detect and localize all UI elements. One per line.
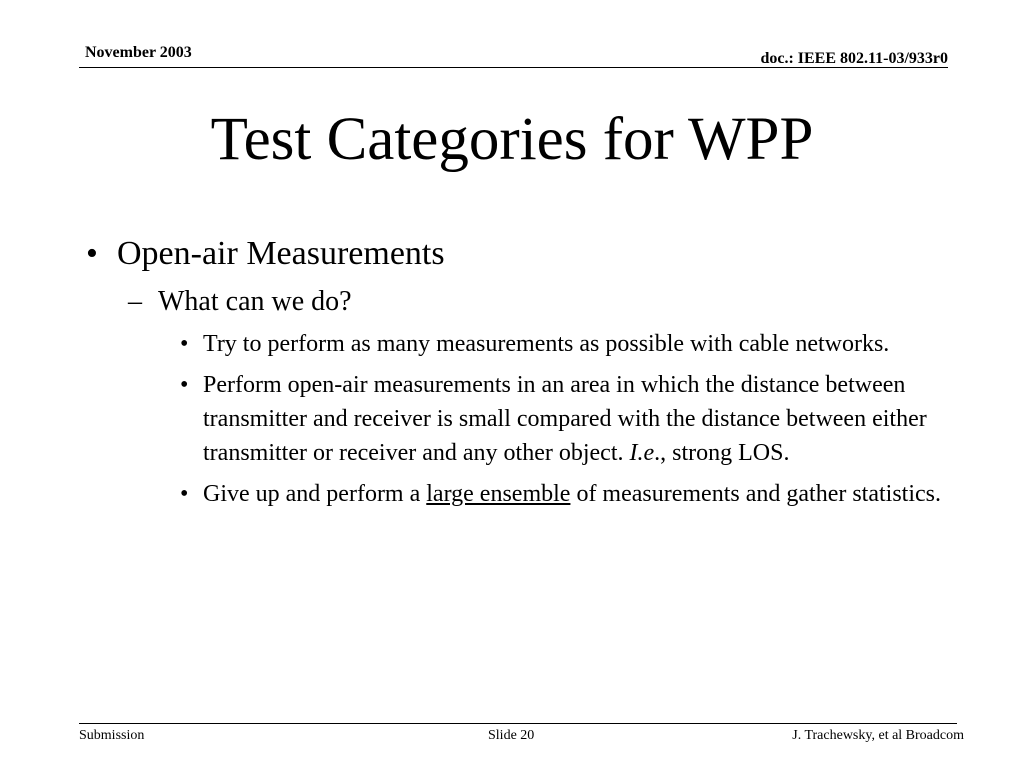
italic-abbreviation: I.e [629, 440, 655, 466]
bullet-level3-item [180, 477, 956, 511]
bullet-level2-text: What can we do? [158, 286, 352, 317]
bullet-level3-item [180, 327, 956, 361]
footer-authors: J. Trachewsky, et al Broadcom [792, 728, 964, 743]
bullet-level3-text: Perform open-air measurements in an area in which the distance between transmitter and receiver is small compared with the distance between either transmitter or receiver and any other object. [203, 372, 927, 466]
bullet-level3-text: Give up and perform a [203, 481, 427, 507]
bullet-level1-text: Open-air Measurements [117, 235, 445, 272]
bullet-icon: • [86, 235, 98, 272]
bullet-level3-text: Try to perform as many measurements as possible with cable networks. [203, 331, 890, 357]
bullet-level3-text-tail: ., strong LOS. [654, 440, 790, 466]
dash-icon: – [128, 286, 142, 317]
underlined-phrase: large ensemble [426, 481, 571, 507]
bullet-level3-list [180, 327, 956, 511]
header-divider [79, 67, 948, 68]
bullet-level1 [86, 232, 956, 276]
bullet-level2 [128, 284, 956, 320]
bullet-icon: • [180, 481, 189, 507]
bullet-icon: • [180, 372, 189, 398]
header-date: November 2003 [85, 44, 192, 61]
footer-slide-number: Slide 20 [488, 728, 535, 743]
header-doc-id: doc.: IEEE 802.11-03/933r0 [760, 50, 948, 67]
bullet-icon: • [180, 331, 189, 357]
footer-divider [79, 723, 957, 724]
slide-title: Test Categories for WPP [210, 106, 814, 173]
bullet-level3-text-tail: of measurements and gather statistics. [570, 481, 941, 507]
footer-submission: Submission [79, 728, 145, 743]
bullet-level3-item [180, 368, 956, 470]
slide-body [86, 232, 956, 511]
